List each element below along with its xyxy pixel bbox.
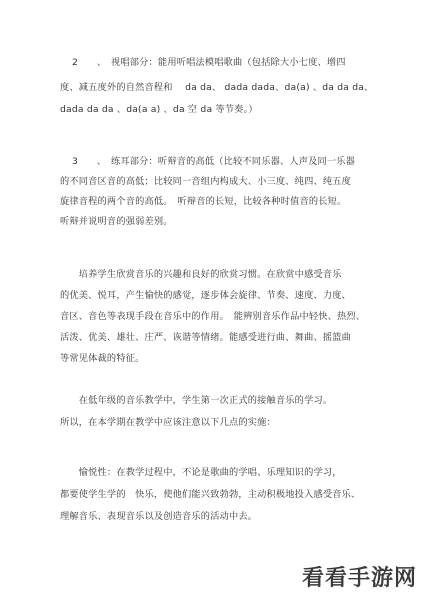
paragraph-5-line-1: 愉悦性：在教学过程中，不论是歌曲的学唱、乐理知识的学习， (60, 467, 342, 478)
paragraph-3-line-2: 的优美、悦耳，产生愉快的感觉，逐步体会旋律、节奏、速度、力度、 (60, 290, 352, 301)
paragraph-1-line-1: 2 、 视唱部分：能用听唱法模唱歌曲（包括除大小七度、增四 (72, 57, 346, 68)
paragraph-3-line-1: 培养学生欣赏音乐的兴趣和良好的欣赏习惯。在欣赏中感受音乐 (60, 269, 342, 280)
watermark-logo: 看看手游网 (301, 566, 417, 591)
paragraph-5-line-3: 理解音乐、表现音乐以及创造音乐的活动中去。 (60, 511, 258, 522)
paragraph-1-line-2: 度、减五度外的自然音程和 da da、 dada dada、da(a) 、da da da、 (60, 82, 374, 93)
paragraph-2-line-4: 听辩并说明音的强弱差别。 (60, 216, 173, 227)
paragraph-1-line-3: dada da da 、da(a a) 、da 空 da 等节奏。） (60, 104, 258, 115)
paragraph-2-line-1: 3 、 练耳部分：听辩音的高低（比较不同乐器、人声及同一乐器 (72, 156, 356, 167)
paragraph-3-line-5: 等常见体裁的特征。 (60, 353, 145, 364)
paragraph-2-line-3: 旋律音程的两个音的高低。 听辩音的长短，比较各种时值音的长短。 (60, 196, 347, 207)
paragraph-4-line-1: 在低年级的音乐教学中，学生第一次正式的接触音乐的学习。 (60, 395, 333, 406)
paragraph-3-line-4: 活泼、优美、雄壮、庄严、诙谐等情绪。能感受进行曲、舞曲、摇篮曲 (60, 332, 352, 343)
paragraph-3-line-3: 音区、音色等表现手段在音乐中的作用。 能辨别音乐作品中轻快、热烈、 (60, 311, 366, 322)
paragraph-2-line-2: 的不同音区音的高低；比较同一音组内构成大、小三度、纯四、纯五度 (60, 176, 352, 187)
paragraph-4-line-2: 所以，在本学期在教学中应该注意以下几点的实施： (60, 417, 276, 428)
paragraph-5-line-2: 都要使学生学的 快乐，使他们能兴致勃勃，主动积极地投入感受音乐、 (60, 489, 361, 500)
